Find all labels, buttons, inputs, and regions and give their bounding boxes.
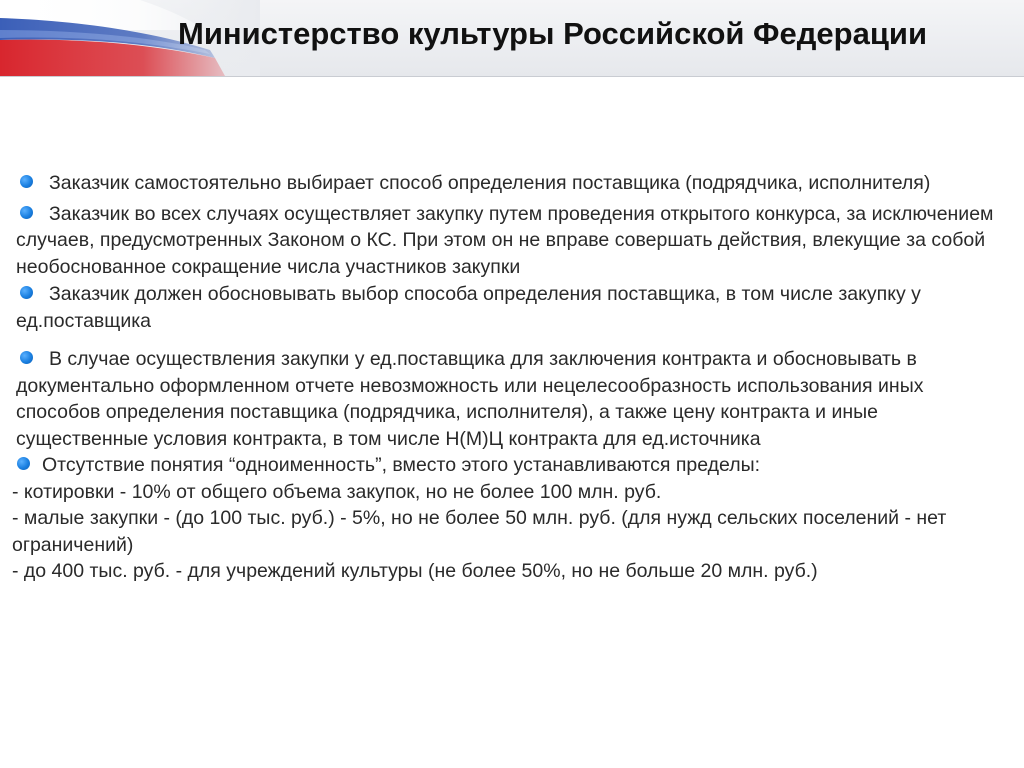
bullet-icon bbox=[20, 175, 33, 188]
list-item bbox=[16, 346, 1011, 452]
list-item-text: В случае осуществления закупки у ед.поставщика для заключения контракта и обосновывать в документально оформленном отчете невозможность или нецелесообразность использования иных способов определения поставщика (подрядчика, исполнителя), а также цену контракта и иные существенные условия контракта, в том числе Н(М)Ц контракта для ед.источника bbox=[16, 348, 924, 450]
list-item bbox=[16, 201, 1011, 281]
list-item bbox=[12, 452, 1011, 585]
slide-header bbox=[0, 0, 1024, 77]
sub-item: - малые закупки - (до 100 тыс. руб.) - 5%, но не более 50 млн. руб. (для нужд сельских поселений - нет ограничений) bbox=[12, 507, 947, 556]
list-item-text: Отсутствие понятия “одноименность”, вместо этого устанавливаются пределы: bbox=[42, 454, 761, 476]
bullet-icon bbox=[20, 286, 33, 299]
bullet-icon bbox=[20, 351, 33, 364]
list-item bbox=[16, 170, 1011, 197]
page-title: Министерство культуры Российской Федерации bbox=[178, 16, 928, 51]
sub-item: - до 400 тыс. руб. - для учреждений культуры (не более 50%, но не больше 20 млн. руб.) bbox=[12, 560, 818, 582]
list-item-text: Заказчик должен обосновывать выбор способа определения поставщика, в том числе закупку у ед.поставщика bbox=[16, 283, 921, 332]
list-item-text: Заказчик самостоятельно выбирает способ определения поставщика (подрядчика, исполнителя) bbox=[49, 172, 931, 194]
list-item bbox=[16, 281, 1011, 334]
bullet-icon bbox=[17, 457, 30, 470]
bullet-icon bbox=[20, 206, 33, 219]
sub-item: - котировки - 10% от общего объема закупок, но не более 100 млн. руб. bbox=[12, 480, 662, 503]
bullet-list bbox=[12, 170, 1011, 585]
list-item-text: Заказчик во всех случаях осуществляет закупку путем проведения открытого конкурса, за исключением случаев, предусмотренных Законом о КС. При этом он не вправе совершать действия, влекущие за собой необоснованное сокращение числа участников закупки bbox=[16, 202, 994, 278]
